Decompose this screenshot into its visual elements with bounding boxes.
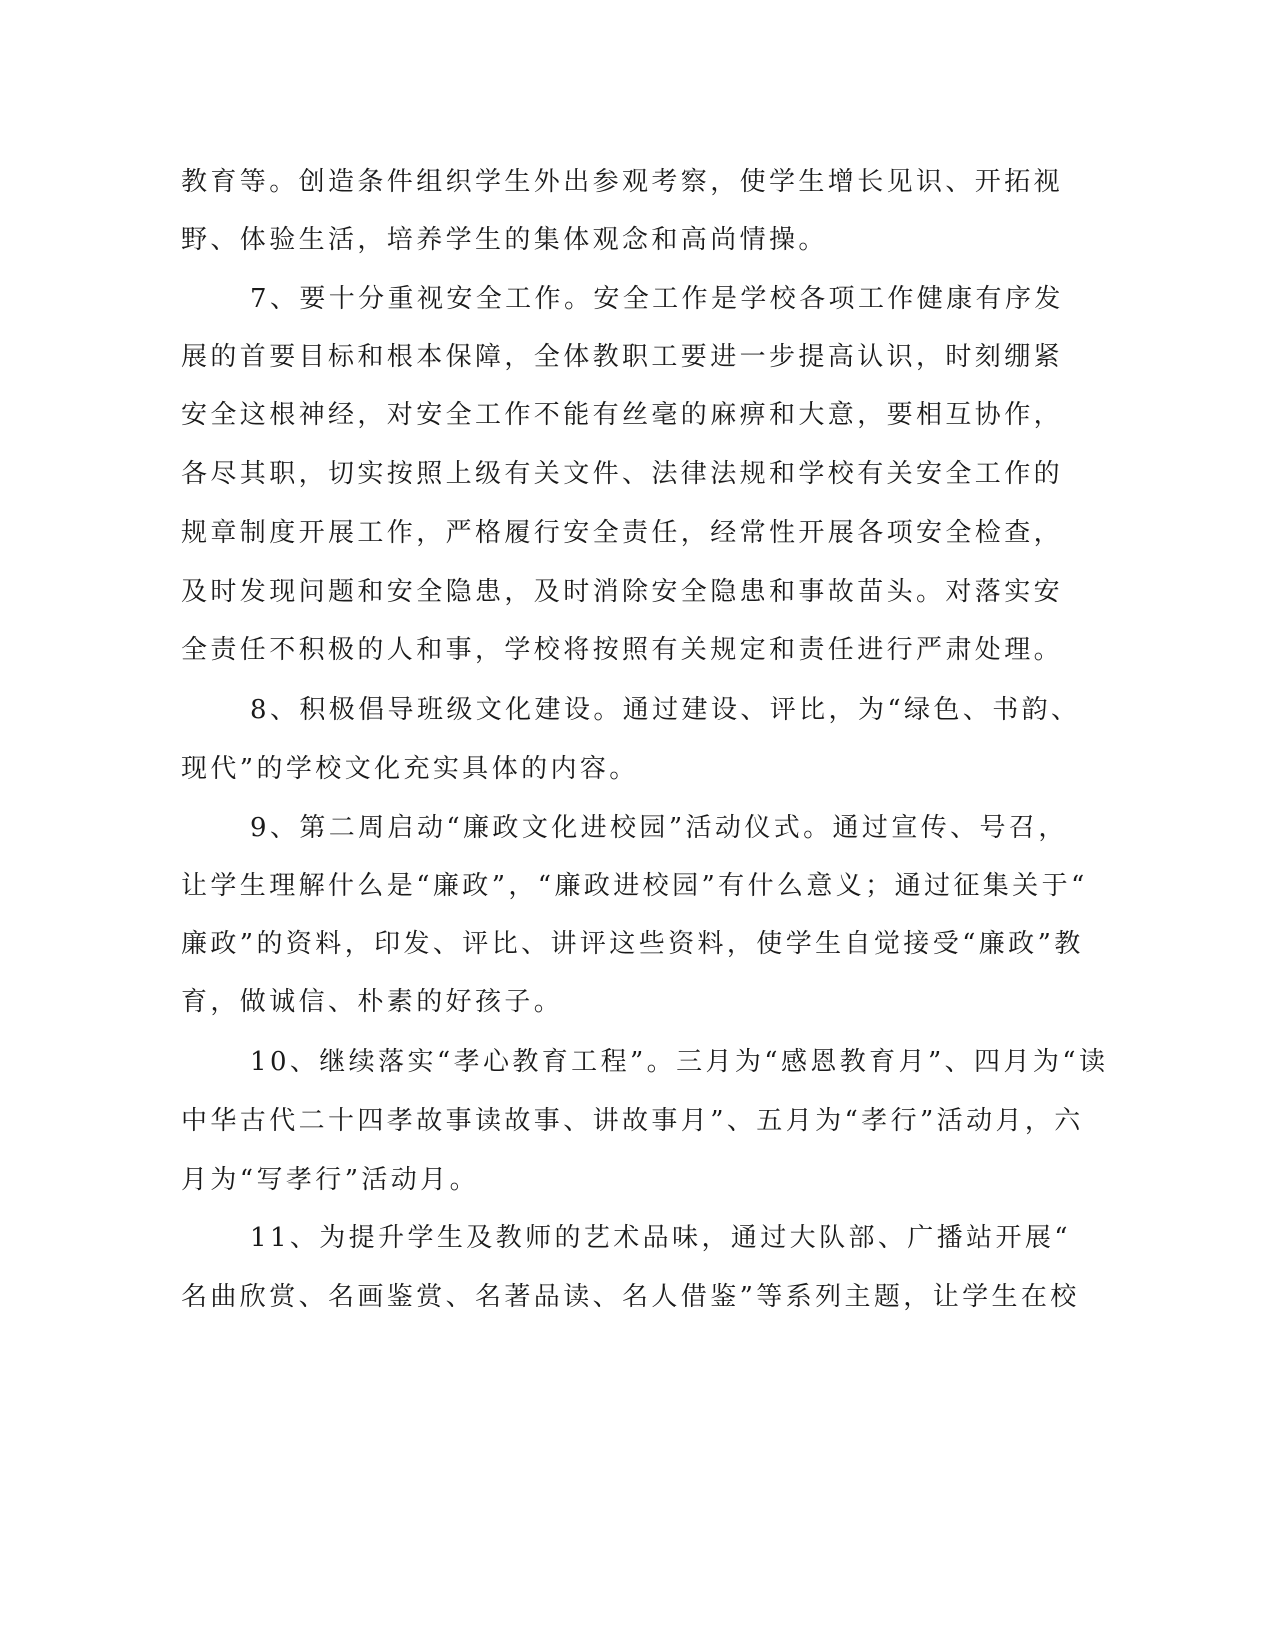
text-line: 安全这根神经，对安全工作不能有丝毫的麻痹和大意，要相互协作， (181, 400, 1064, 430)
text-line: 现代”的学校文化充实具体的内容。 (181, 754, 639, 784)
text-line: 规章制度开展工作，严格履行安全责任，经常性开展各项安全检查， (181, 518, 1064, 548)
text-line: 及时发现问题和安全隐患，及时消除安全隐患和事故苗头。对落实安 (181, 577, 1064, 607)
paragraph-8-line: 8、积极倡导班级文化建设。通过建设、评比，为“绿色、书韵、 (250, 695, 1081, 725)
paragraph-7-line: 7、要十分重视安全工作。安全工作是学校各项工作健康有序发 (250, 284, 1064, 314)
text-line: 教育等。创造条件组织学生外出参观考察，使学生增长见识、开拓视 (181, 167, 1064, 197)
text-line: 全责任不积极的人和事，学校将按照有关规定和责任进行严肃处理。 (181, 635, 1064, 665)
text-line: 中华古代二十四孝故事读故事、讲故事月”、五月为“孝行”活动月，六 (181, 1106, 1084, 1136)
text-line: 育，做诚信、朴素的好孩子。 (181, 987, 564, 1017)
text-line: 展的首要目标和根本保障，全体教职工要进一步提高认识，时刻绷紧 (181, 342, 1064, 372)
paragraph-11-line: 11、为提升学生及教师的艺术品味，通过大队部、广播站开展“ (250, 1223, 1071, 1253)
text-line: 野、体验生活，培养学生的集体观念和高尚情操。 (181, 225, 828, 255)
text-line: 名曲欣赏、名画鉴赏、名著品读、名人借鉴”等系列主题，让学生在校 (181, 1282, 1080, 1312)
paragraph-10-line: 10、继续落实“孝心教育工程”。三月为“感恩教育月”、四月为“读 (250, 1047, 1109, 1077)
text-line: 让学生理解什么是“廉政”，“廉政进校园”有什么意义；通过征集关于“ (181, 871, 1088, 901)
text-line: 月为“写孝行”活动月。 (181, 1165, 479, 1195)
text-line: 各尽其职，切实按照上级有关文件、法律法规和学校有关安全工作的 (181, 459, 1064, 489)
paragraph-9-line: 9、第二周启动“廉政文化进校园”活动仪式。通过宣传、号召， (250, 813, 1068, 843)
text-line: 廉政”的资料，印发、评比、讲评这些资料，使学生自觉接受“廉政”教 (181, 929, 1084, 959)
